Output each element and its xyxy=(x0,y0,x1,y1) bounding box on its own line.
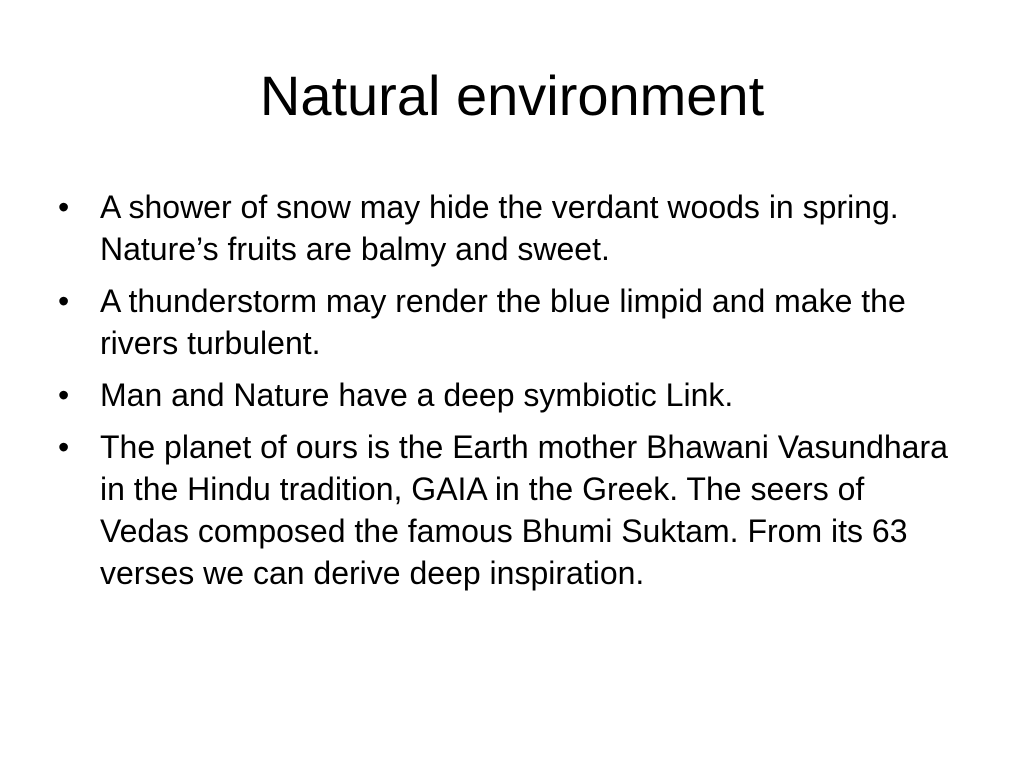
bullet-icon: • xyxy=(58,377,70,413)
bullet-icon: • xyxy=(58,283,70,319)
bullet-text: A shower of snow may hide the verdant woods in spring. Nature’s fruits are balmy and sweet. xyxy=(100,189,899,267)
slide-title: Natural environment xyxy=(259,64,765,127)
bullet-item xyxy=(58,426,958,594)
bullet-item xyxy=(58,374,958,416)
bullet-item xyxy=(58,186,958,270)
bullet-text: A thunderstorm may render the blue limpid and make the rivers turbulent. xyxy=(100,283,906,361)
bullet-icon: • xyxy=(58,429,70,465)
bullet-list xyxy=(58,186,958,604)
bullet-text: The planet of ours is the Earth mother Bhawani Vasundhara in the Hindu tradition, GAIA in the Greek. The seers of Vedas composed the famous Bhumi Suktam. From its 63 verses we can derive deep inspiration. xyxy=(100,429,948,591)
bullet-item xyxy=(58,280,958,364)
bullet-icon: • xyxy=(58,189,70,225)
bullet-text: Man and Nature have a deep symbiotic Link. xyxy=(100,377,734,413)
